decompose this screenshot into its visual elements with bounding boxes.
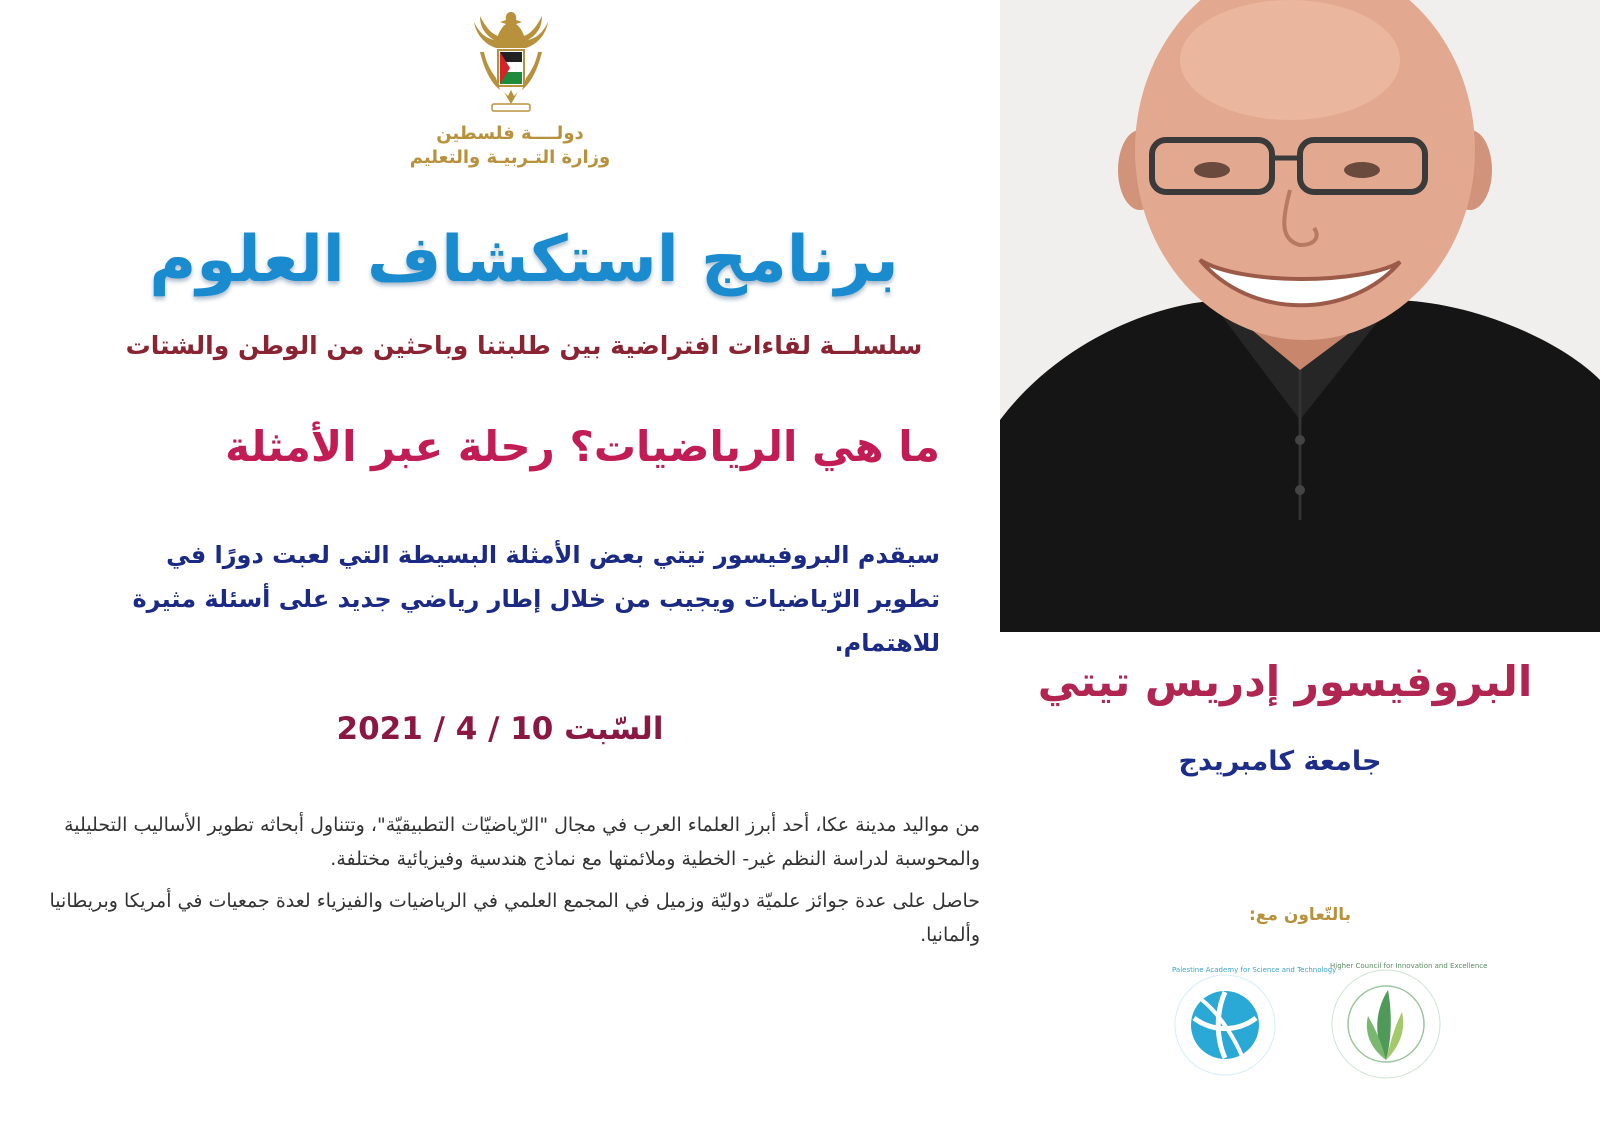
speaker-name: البروفيسور إدريس تيتي [1037, 657, 1533, 706]
bio-paragraph: من مواليد مدينة عكا، أحد أبرز العلماء العرب في مجال "الرّياضيّات التطبيقيّة"، وتتناول أبحاثه تطوير الأساليب التحليلية والمحوسبة لدراسة النظم غير- الخطية وملائمتها مع نماذج هندسية وفيزيائية مختلفة. [64, 814, 980, 870]
talk-date: السّبت 10 / 4 / 2021 [336, 711, 664, 747]
ministry-block [400, 122, 620, 170]
bio-paragraph: حاصل على عدة جوائز علميّة دوليّة وزميل في المجمع العلمي في الرياضيات والفيزياء لعدة جمعيات في أمريكا وبريطانيا وألمانيا. [49, 890, 980, 946]
speaker-bio [40, 808, 980, 960]
talk-description: سيقدم البروفيسور تيتي بعض الأمثلة البسيطة التي لعبت دورًا في تطوير الرّياضيات ويجيب من خلال إطار رياضي جديد على أسئلة مثيرة للاهتمام. [132, 541, 940, 657]
speaker-university: جامعة كامبريدج [1178, 746, 1382, 777]
council-leaf-logo-icon [1330, 962, 1488, 1080]
academy-logo-text: Palestine Academy for Science and Technology [1172, 966, 1337, 974]
collaboration-label: بالتّعاون مع: [1249, 905, 1351, 925]
country-name: دولــــة فلسطين [436, 123, 584, 144]
ministry-name: وزارة التـربيـة والتعليم [409, 147, 611, 168]
palestine-eagle-emblem-icon [470, 8, 552, 116]
speaker-photo [1000, 0, 1600, 632]
academy-globe-logo-icon [1172, 966, 1337, 1078]
program-subtitle: سلسلــة لقاءات افتراضية بين طلبتنا وباحثين من الوطن والشتات [125, 331, 923, 360]
talk-title: ما هي الرياضيات؟ رحلة عبر الأمثلة [225, 422, 940, 471]
council-logo-text: Higher Council for Innovation and Excellence [1330, 962, 1488, 970]
program-title: برنامج استكشاف العلوم [149, 223, 899, 297]
